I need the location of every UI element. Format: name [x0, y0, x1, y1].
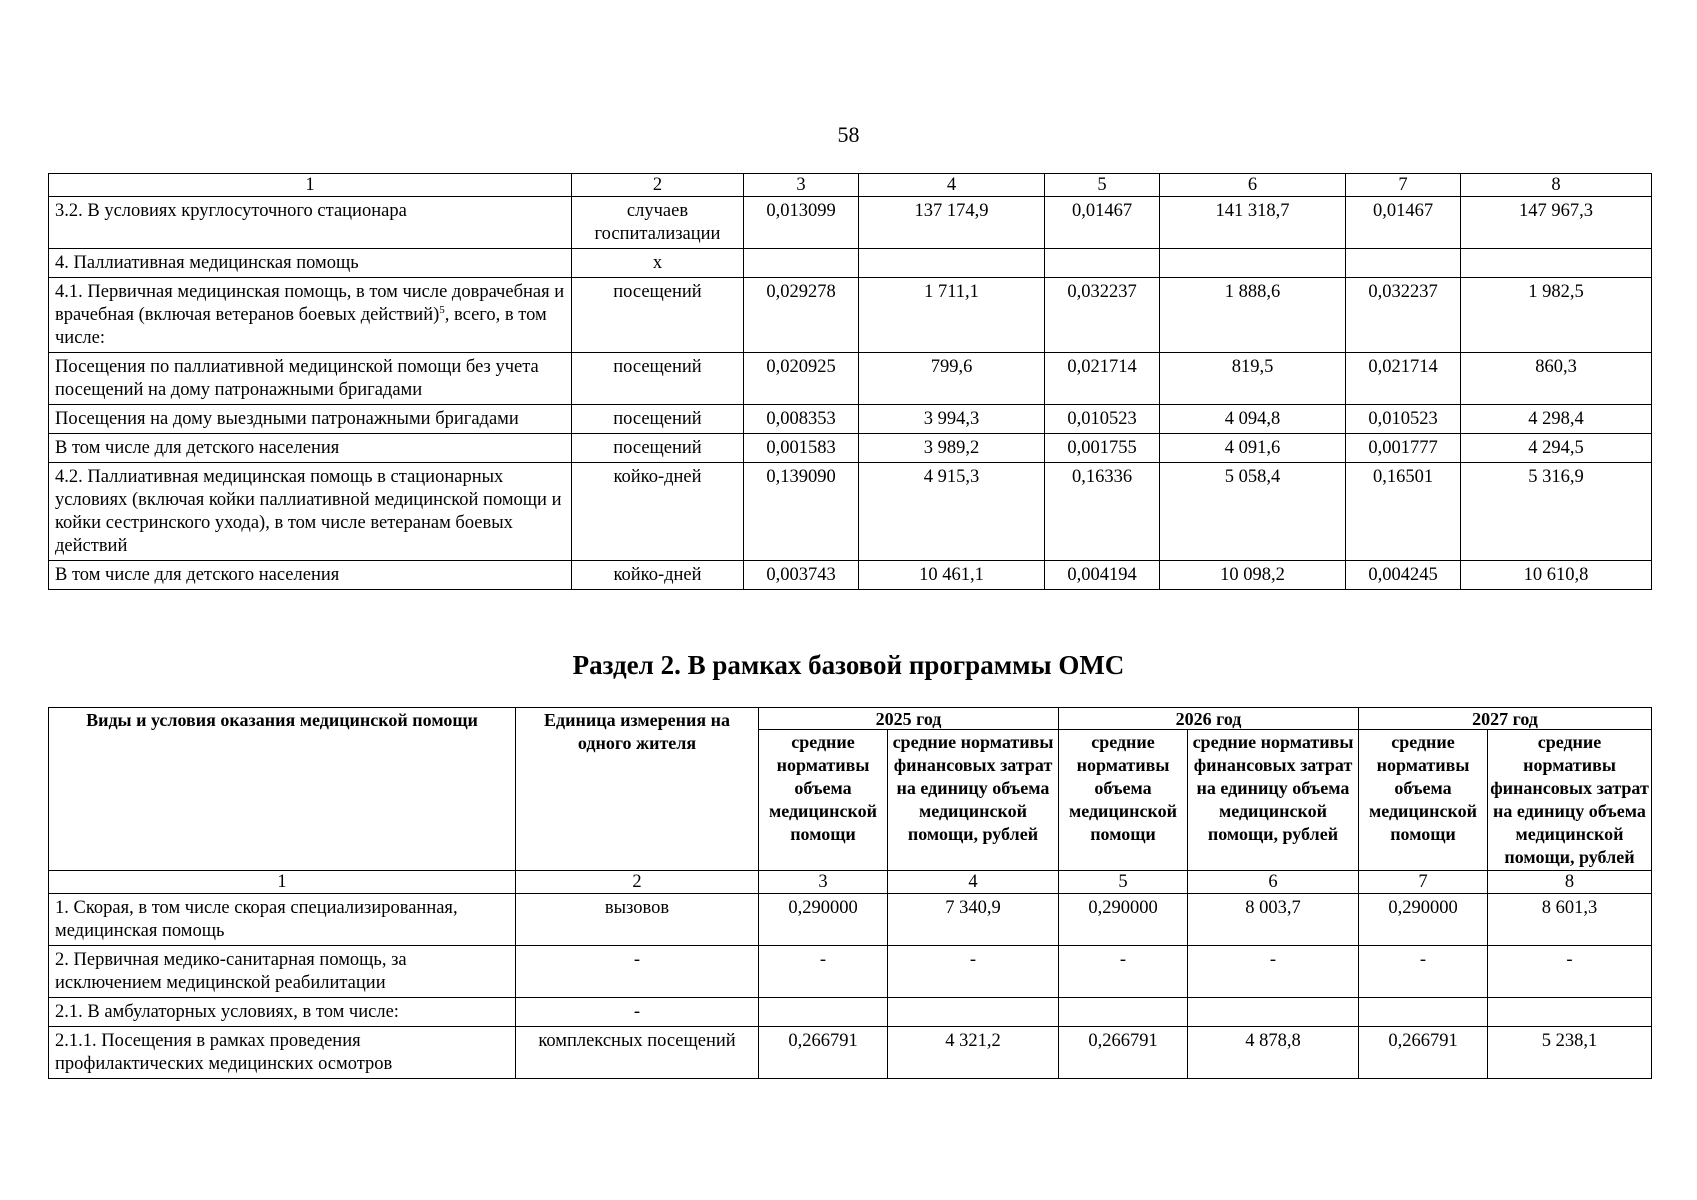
volume-2026: 0,001755 — [1045, 434, 1160, 463]
table-row — [49, 249, 1652, 278]
column-number: 8 — [1461, 174, 1652, 197]
cost-2025: 4 915,3 — [859, 463, 1045, 561]
cost-2026 — [1188, 998, 1359, 1027]
cost-2026: 8 003,7 — [1188, 894, 1359, 946]
volume-2027: 0,001777 — [1346, 434, 1461, 463]
header-type-of-care: Виды и условия оказания медицинской помощи — [49, 708, 516, 871]
cost-2026: 1 888,6 — [1160, 278, 1346, 353]
volume-2026: 0,16336 — [1045, 463, 1160, 561]
volume-2026: 0,01467 — [1045, 197, 1160, 249]
row-label: В том числе для детского населения — [49, 434, 572, 463]
cost-2025: 3 994,3 — [859, 405, 1045, 434]
row-label-text: 4.1. Первичная медицинская помощь, в том числе доврачебная и врачебная (включая ветеранов боевых действий) — [55, 282, 565, 325]
section-title: Раздел 2. В рамках базовой программы ОМС — [572, 650, 1125, 680]
volume-2027: 0,032237 — [1346, 278, 1461, 353]
row-unit: - — [516, 998, 759, 1027]
column-number-row — [49, 174, 1652, 197]
header-year-2026: 2026 год — [1059, 708, 1359, 730]
row-label: Посещения по паллиативной медицинской помощи без учета посещений на дому патронажными бригадами — [49, 353, 572, 405]
volume-2027: 0,010523 — [1346, 405, 1461, 434]
row-label: 4. Паллиативная медицинская помощь — [49, 249, 572, 278]
row-label: 1. Скорая, в том числе скорая специализированная, медицинская помощь — [49, 894, 516, 946]
cost-2025 — [888, 998, 1059, 1027]
volume-2026: 0,021714 — [1045, 353, 1160, 405]
row-label — [49, 278, 572, 353]
volume-2025 — [759, 998, 888, 1027]
volume-2025: 0,139090 — [744, 463, 859, 561]
cost-2025: 10 461,1 — [859, 561, 1045, 590]
row-label: Посещения на дому выездными патронажными бригадами — [49, 405, 572, 434]
table-row — [49, 463, 1652, 561]
row-unit: комплексных посещений — [516, 1027, 759, 1079]
column-number: 2 — [516, 871, 759, 894]
volume-2025: 0,013099 — [744, 197, 859, 249]
column-number: 7 — [1346, 174, 1461, 197]
header-year-2025: 2025 год — [759, 708, 1059, 730]
volume-2027 — [1346, 249, 1461, 278]
column-number: 1 — [49, 174, 572, 197]
cost-2025: 3 989,2 — [859, 434, 1045, 463]
row-unit: посещений — [572, 434, 744, 463]
volume-2025: 0,029278 — [744, 278, 859, 353]
row-label: 2.1. В амбулаторных условиях, в том числе: — [49, 998, 516, 1027]
column-number: 4 — [859, 174, 1045, 197]
cost-2027: 5 316,9 — [1461, 463, 1652, 561]
column-number: 5 — [1045, 174, 1160, 197]
cost-2027: 1 982,5 — [1461, 278, 1652, 353]
header-cost-norm: средние нормативы финансовых затрат на единицу объема медицинской помощи, рублей — [888, 730, 1059, 871]
cost-2026: 141 318,7 — [1160, 197, 1346, 249]
cost-2025: - — [888, 946, 1059, 998]
volume-2026: 0,010523 — [1045, 405, 1160, 434]
cost-2027: 860,3 — [1461, 353, 1652, 405]
volume-2025: 0,020925 — [744, 353, 859, 405]
volume-2025 — [744, 249, 859, 278]
table-row — [49, 894, 1652, 946]
table-row — [49, 1027, 1652, 1079]
table-row — [49, 197, 1652, 249]
norms-table-section-1 — [48, 173, 1652, 590]
cost-2027: 8 601,3 — [1488, 894, 1652, 946]
volume-2026 — [1045, 249, 1160, 278]
table-row — [49, 998, 1652, 1027]
column-number-row — [49, 871, 1652, 894]
table-row — [49, 946, 1652, 998]
header-unit: Единица измерения на одного жителя — [516, 708, 759, 871]
table-row — [49, 561, 1652, 590]
volume-2026: 0,266791 — [1059, 1027, 1188, 1079]
cost-2025: 7 340,9 — [888, 894, 1059, 946]
cost-2025: 4 321,2 — [888, 1027, 1059, 1079]
column-number: 1 — [49, 871, 516, 894]
header-row-years — [49, 708, 1652, 730]
row-unit: посещений — [572, 353, 744, 405]
row-label: 3.2. В условиях круглосуточного стационара — [49, 197, 572, 249]
row-unit: посещений — [572, 278, 744, 353]
volume-2027: 0,290000 — [1359, 894, 1488, 946]
cost-2027: 4 298,4 — [1461, 405, 1652, 434]
table-row — [49, 278, 1652, 353]
volume-2025: 0,001583 — [744, 434, 859, 463]
column-number: 6 — [1188, 871, 1359, 894]
cost-2026: - — [1188, 946, 1359, 998]
volume-2026: - — [1059, 946, 1188, 998]
row-unit: случаев госпитализации — [572, 197, 744, 249]
table-row — [49, 353, 1652, 405]
row-unit: вызовов — [516, 894, 759, 946]
footnote-mark: 5 — [439, 303, 445, 316]
volume-2026 — [1059, 998, 1188, 1027]
column-number: 2 — [572, 174, 744, 197]
volume-2025: 0,290000 — [759, 894, 888, 946]
row-label: 4.2. Паллиативная медицинская помощь в стационарных условиях (включая койки паллиативной медицинской помощи и койки сестринского ухода), в том числе ветеранам боевых действий — [49, 463, 572, 561]
column-number: 8 — [1488, 871, 1652, 894]
cost-2027: 147 967,3 — [1461, 197, 1652, 249]
header-volume-norm: средние нормативы объема медицинской помощи — [759, 730, 888, 871]
cost-2026: 4 091,6 — [1160, 434, 1346, 463]
cost-2025 — [859, 249, 1045, 278]
volume-2025: 0,008353 — [744, 405, 859, 434]
cost-2025: 1 711,1 — [859, 278, 1045, 353]
volume-2027: 0,021714 — [1346, 353, 1461, 405]
row-label: 2. Первичная медико-санитарная помощь, за исключением медицинской реабилитации — [49, 946, 516, 998]
cost-2027: 10 610,8 — [1461, 561, 1652, 590]
column-number: 6 — [1160, 174, 1346, 197]
row-unit: койко-дней — [572, 561, 744, 590]
row-unit: х — [572, 249, 744, 278]
volume-2026: 0,032237 — [1045, 278, 1160, 353]
cost-2026: 10 098,2 — [1160, 561, 1346, 590]
header-cost-norm: средние нормативы финансовых затрат на единицу объема медицинской помощи, рублей — [1188, 730, 1359, 871]
volume-2027: 0,16501 — [1346, 463, 1461, 561]
header-volume-norm: средние нормативы объема медицинской помощи — [1059, 730, 1188, 871]
row-unit: койко-дней — [572, 463, 744, 561]
volume-2025: 0,003743 — [744, 561, 859, 590]
cost-2025: 799,6 — [859, 353, 1045, 405]
cost-2026: 4 094,8 — [1160, 405, 1346, 434]
column-number: 4 — [888, 871, 1059, 894]
cost-2025: 137 174,9 — [859, 197, 1045, 249]
norms-table-section-2 — [48, 707, 1652, 1079]
column-number: 3 — [759, 871, 888, 894]
volume-2027: 0,01467 — [1346, 197, 1461, 249]
table-row — [49, 434, 1652, 463]
cost-2026: 4 878,8 — [1188, 1027, 1359, 1079]
cost-2026 — [1160, 249, 1346, 278]
row-label: 2.1.1. Посещения в рамках проведения профилактических медицинских осмотров — [49, 1027, 516, 1079]
volume-2026: 0,004194 — [1045, 561, 1160, 590]
table-row — [49, 405, 1652, 434]
row-label: В том числе для детского населения — [49, 561, 572, 590]
cost-2026: 5 058,4 — [1160, 463, 1346, 561]
cost-2027: - — [1488, 946, 1652, 998]
cost-2026: 819,5 — [1160, 353, 1346, 405]
volume-2025: 0,266791 — [759, 1027, 888, 1079]
column-number: 7 — [1359, 871, 1488, 894]
row-unit: - — [516, 946, 759, 998]
volume-2027: - — [1359, 946, 1488, 998]
column-number: 3 — [744, 174, 859, 197]
header-volume-norm: средние нормативы объема медицинской помощи — [1359, 730, 1488, 871]
column-number: 5 — [1059, 871, 1188, 894]
page-number: 58 — [837, 122, 860, 147]
volume-2026: 0,290000 — [1059, 894, 1188, 946]
header-cost-norm: средние нормативы финансовых затрат на единицу объема медицинской помощи, рублей — [1488, 730, 1652, 871]
row-unit: посещений — [572, 405, 744, 434]
row-label-suffix: , всего, в том числе: — [55, 305, 547, 348]
volume-2025: - — [759, 946, 888, 998]
volume-2027: 0,004245 — [1346, 561, 1461, 590]
volume-2027 — [1359, 998, 1488, 1027]
header-year-2027: 2027 год — [1359, 708, 1652, 730]
volume-2027: 0,266791 — [1359, 1027, 1488, 1079]
cost-2027: 5 238,1 — [1488, 1027, 1652, 1079]
cost-2027 — [1461, 249, 1652, 278]
cost-2027 — [1488, 998, 1652, 1027]
cost-2027: 4 294,5 — [1461, 434, 1652, 463]
